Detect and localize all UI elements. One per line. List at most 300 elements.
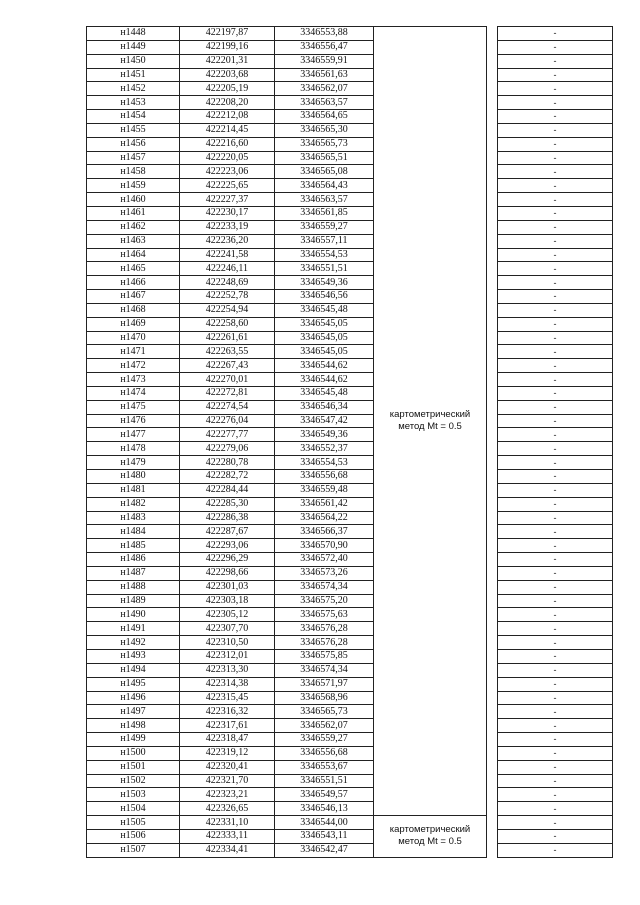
point-name-cell: н1454 (87, 110, 180, 124)
table-row (87, 179, 613, 193)
table-row (87, 580, 613, 594)
table-row (87, 331, 613, 345)
point-name-cell: н1463 (87, 234, 180, 248)
x-coordinate-cell: 422208,20 (180, 96, 275, 110)
x-coordinate-cell: 422263,55 (180, 345, 275, 359)
point-name-cell: н1450 (87, 54, 180, 68)
table-row (87, 303, 613, 317)
point-name-cell: н1449 (87, 40, 180, 54)
x-coordinate-cell: 422220,05 (180, 151, 275, 165)
x-coordinate-cell: 422313,30 (180, 663, 275, 677)
point-name-cell: н1465 (87, 262, 180, 276)
spacer-cell (487, 539, 498, 553)
point-name-cell: н1484 (87, 525, 180, 539)
mark-cell: - (498, 774, 613, 788)
point-name-cell: н1471 (87, 345, 180, 359)
x-coordinate-cell: 422331,10 (180, 816, 275, 830)
point-name-cell: н1504 (87, 802, 180, 816)
table-row (87, 68, 613, 82)
y-coordinate-cell: 3346570,90 (275, 539, 374, 553)
mark-cell: - (498, 123, 613, 137)
spacer-cell (487, 428, 498, 442)
x-coordinate-cell: 422214,45 (180, 123, 275, 137)
table-row (87, 110, 613, 124)
table-row (87, 553, 613, 567)
x-coordinate-cell: 422296,29 (180, 553, 275, 567)
x-coordinate-cell: 422252,78 (180, 290, 275, 304)
table-row (87, 719, 613, 733)
point-name-cell: н1451 (87, 68, 180, 82)
table-row (87, 470, 613, 484)
x-coordinate-cell: 422293,06 (180, 539, 275, 553)
x-coordinate-cell: 422225,65 (180, 179, 275, 193)
table-row (87, 691, 613, 705)
point-name-cell: н1452 (87, 82, 180, 96)
table-row (87, 165, 613, 179)
x-coordinate-cell: 422286,38 (180, 511, 275, 525)
mark-cell: - (498, 248, 613, 262)
point-name-cell: н1495 (87, 677, 180, 691)
y-coordinate-cell: 3346545,05 (275, 345, 374, 359)
y-coordinate-cell: 3346574,34 (275, 580, 374, 594)
method-line-2: метод Mt = 0.5 (398, 421, 462, 433)
y-coordinate-cell: 3346546,56 (275, 290, 374, 304)
y-coordinate-cell: 3346565,30 (275, 123, 374, 137)
point-name-cell: н1481 (87, 483, 180, 497)
x-coordinate-cell: 422216,60 (180, 137, 275, 151)
spacer-cell (487, 68, 498, 82)
point-name-cell: н1476 (87, 414, 180, 428)
y-coordinate-cell: 3346565,51 (275, 151, 374, 165)
spacer-cell (487, 456, 498, 470)
x-coordinate-cell: 422333,11 (180, 829, 275, 843)
point-name-cell: н1500 (87, 746, 180, 760)
mark-cell: - (498, 276, 613, 290)
point-name-cell: н1462 (87, 220, 180, 234)
table-row (87, 27, 613, 41)
mark-cell: - (498, 663, 613, 677)
x-coordinate-cell: 422261,61 (180, 331, 275, 345)
mark-cell: - (498, 386, 613, 400)
x-coordinate-cell: 422230,17 (180, 206, 275, 220)
y-coordinate-cell: 3346545,48 (275, 386, 374, 400)
mark-cell: - (498, 677, 613, 691)
point-name-cell: н1503 (87, 788, 180, 802)
x-coordinate-cell: 422223,06 (180, 165, 275, 179)
point-name-cell: н1506 (87, 829, 180, 843)
y-coordinate-cell: 3346565,73 (275, 705, 374, 719)
spacer-cell (487, 649, 498, 663)
spacer-cell (487, 262, 498, 276)
y-coordinate-cell: 3346546,13 (275, 802, 374, 816)
point-name-cell: н1494 (87, 663, 180, 677)
table-row (87, 137, 613, 151)
point-name-cell: н1505 (87, 816, 180, 830)
y-coordinate-cell: 3346571,97 (275, 677, 374, 691)
point-name-cell: н1486 (87, 553, 180, 567)
y-coordinate-cell: 3346565,08 (275, 165, 374, 179)
spacer-cell (487, 373, 498, 387)
spacer-cell (487, 719, 498, 733)
point-name-cell: н1468 (87, 303, 180, 317)
table-row (87, 400, 613, 414)
spacer-cell (487, 622, 498, 636)
table-row (87, 96, 613, 110)
spacer-cell (487, 123, 498, 137)
x-coordinate-cell: 422318,47 (180, 733, 275, 747)
y-coordinate-cell: 3346561,85 (275, 206, 374, 220)
y-coordinate-cell: 3346547,42 (275, 414, 374, 428)
spacer-cell (487, 248, 498, 262)
table-row (87, 414, 613, 428)
point-name-cell: н1492 (87, 636, 180, 650)
spacer-cell (487, 733, 498, 747)
y-coordinate-cell: 3346562,07 (275, 719, 374, 733)
table-row (87, 746, 613, 760)
x-coordinate-cell: 422321,70 (180, 774, 275, 788)
y-coordinate-cell: 3346545,05 (275, 331, 374, 345)
x-coordinate-cell: 422280,78 (180, 456, 275, 470)
y-coordinate-cell: 3346544,62 (275, 373, 374, 387)
point-name-cell: н1483 (87, 511, 180, 525)
mark-cell: - (498, 373, 613, 387)
mark-cell: - (498, 566, 613, 580)
table-row (87, 816, 613, 830)
mark-cell: - (498, 539, 613, 553)
x-coordinate-cell: 422227,37 (180, 193, 275, 207)
x-coordinate-cell: 422284,44 (180, 483, 275, 497)
spacer-cell (487, 290, 498, 304)
spacer-cell (487, 359, 498, 373)
method-cell (374, 27, 487, 816)
table-row (87, 829, 613, 843)
spacer-cell (487, 843, 498, 857)
x-coordinate-cell: 422298,66 (180, 566, 275, 580)
x-coordinate-cell: 422254,94 (180, 303, 275, 317)
y-coordinate-cell: 3346559,48 (275, 483, 374, 497)
point-name-cell: н1455 (87, 123, 180, 137)
spacer-cell (487, 691, 498, 705)
point-name-cell: н1501 (87, 760, 180, 774)
mark-cell: - (498, 511, 613, 525)
table-row (87, 220, 613, 234)
spacer-cell (487, 331, 498, 345)
spacer-cell (487, 303, 498, 317)
point-name-cell: н1464 (87, 248, 180, 262)
table-row (87, 594, 613, 608)
point-name-cell: н1496 (87, 691, 180, 705)
spacer-cell (487, 345, 498, 359)
point-name-cell: н1502 (87, 774, 180, 788)
point-name-cell: н1466 (87, 276, 180, 290)
spacer-cell (487, 816, 498, 830)
y-coordinate-cell: 3346553,67 (275, 760, 374, 774)
y-coordinate-cell: 3346557,11 (275, 234, 374, 248)
x-coordinate-cell: 422276,04 (180, 414, 275, 428)
y-coordinate-cell: 3346544,00 (275, 816, 374, 830)
x-coordinate-cell: 422203,68 (180, 68, 275, 82)
x-coordinate-cell: 422316,32 (180, 705, 275, 719)
mark-cell: - (498, 649, 613, 663)
y-coordinate-cell: 3346563,57 (275, 96, 374, 110)
y-coordinate-cell: 3346543,11 (275, 829, 374, 843)
spacer-cell (487, 553, 498, 567)
point-name-cell: н1456 (87, 137, 180, 151)
spacer-cell (487, 636, 498, 650)
mark-cell: - (498, 705, 613, 719)
method-cell (374, 816, 487, 858)
x-coordinate-cell: 422270,01 (180, 373, 275, 387)
table-row (87, 788, 613, 802)
table-row (87, 774, 613, 788)
table-row (87, 525, 613, 539)
x-coordinate-cell: 422241,58 (180, 248, 275, 262)
mark-cell: - (498, 843, 613, 857)
mark-cell: - (498, 220, 613, 234)
x-coordinate-cell: 422303,18 (180, 594, 275, 608)
x-coordinate-cell: 422236,20 (180, 234, 275, 248)
x-coordinate-cell: 422305,12 (180, 608, 275, 622)
mark-cell: - (498, 442, 613, 456)
table-row (87, 193, 613, 207)
mark-cell: - (498, 179, 613, 193)
table-row (87, 345, 613, 359)
point-name-cell: н1461 (87, 206, 180, 220)
table-row (87, 54, 613, 68)
y-coordinate-cell: 3346574,34 (275, 663, 374, 677)
x-coordinate-cell: 422282,72 (180, 470, 275, 484)
mark-cell: - (498, 165, 613, 179)
table-row (87, 123, 613, 137)
mark-cell: - (498, 54, 613, 68)
table-row (87, 206, 613, 220)
spacer-cell (487, 220, 498, 234)
spacer-cell (487, 206, 498, 220)
table-row (87, 262, 613, 276)
x-coordinate-cell: 422258,60 (180, 317, 275, 331)
spacer-cell (487, 788, 498, 802)
table-row (87, 234, 613, 248)
spacer-cell (487, 483, 498, 497)
spacer-cell (487, 386, 498, 400)
point-name-cell: н1453 (87, 96, 180, 110)
coordinates-table-body (87, 27, 613, 858)
mark-cell: - (498, 40, 613, 54)
mark-cell: - (498, 470, 613, 484)
x-coordinate-cell: 422197,87 (180, 27, 275, 41)
point-name-cell: н1493 (87, 649, 180, 663)
y-coordinate-cell: 3346576,28 (275, 636, 374, 650)
mark-cell: - (498, 27, 613, 41)
mark-cell: - (498, 622, 613, 636)
table-row (87, 733, 613, 747)
mark-cell: - (498, 400, 613, 414)
table-row (87, 497, 613, 511)
y-coordinate-cell: 3346556,68 (275, 746, 374, 760)
point-name-cell: н1458 (87, 165, 180, 179)
y-coordinate-cell: 3346559,27 (275, 220, 374, 234)
x-coordinate-cell: 422212,08 (180, 110, 275, 124)
point-name-cell: н1477 (87, 428, 180, 442)
mark-cell: - (498, 193, 613, 207)
x-coordinate-cell: 422248,69 (180, 276, 275, 290)
point-name-cell: н1459 (87, 179, 180, 193)
spacer-cell (487, 40, 498, 54)
table-row (87, 760, 613, 774)
y-coordinate-cell: 3346546,34 (275, 400, 374, 414)
x-coordinate-cell: 422287,67 (180, 525, 275, 539)
spacer-cell (487, 137, 498, 151)
table-row (87, 511, 613, 525)
mark-cell: - (498, 760, 613, 774)
point-name-cell: н1507 (87, 843, 180, 857)
mark-cell: - (498, 456, 613, 470)
spacer-cell (487, 746, 498, 760)
x-coordinate-cell: 422314,38 (180, 677, 275, 691)
y-coordinate-cell: 3346559,91 (275, 54, 374, 68)
spacer-cell (487, 580, 498, 594)
mark-cell: - (498, 594, 613, 608)
method-line-2: метод Mt = 0.5 (398, 836, 462, 848)
table-row (87, 483, 613, 497)
spacer-cell (487, 276, 498, 290)
mark-cell: - (498, 719, 613, 733)
mark-cell: - (498, 608, 613, 622)
y-coordinate-cell: 3346549,36 (275, 276, 374, 290)
spacer-cell (487, 27, 498, 41)
mark-cell: - (498, 733, 613, 747)
point-name-cell: н1460 (87, 193, 180, 207)
mark-cell: - (498, 636, 613, 650)
y-coordinate-cell: 3346572,40 (275, 553, 374, 567)
table-row (87, 539, 613, 553)
table-row (87, 317, 613, 331)
mark-cell: - (498, 110, 613, 124)
spacer-cell (487, 193, 498, 207)
spacer-cell (487, 110, 498, 124)
y-coordinate-cell: 3346559,27 (275, 733, 374, 747)
point-name-cell: н1498 (87, 719, 180, 733)
spacer-cell (487, 400, 498, 414)
y-coordinate-cell: 3346549,57 (275, 788, 374, 802)
mark-cell: - (498, 206, 613, 220)
y-coordinate-cell: 3346573,26 (275, 566, 374, 580)
y-coordinate-cell: 3346564,43 (275, 179, 374, 193)
table-row (87, 428, 613, 442)
spacer-cell (487, 774, 498, 788)
x-coordinate-cell: 422279,06 (180, 442, 275, 456)
x-coordinate-cell: 422205,19 (180, 82, 275, 96)
point-name-cell: н1475 (87, 400, 180, 414)
spacer-cell (487, 96, 498, 110)
mark-cell: - (498, 691, 613, 705)
y-coordinate-cell: 3346564,65 (275, 110, 374, 124)
spacer-cell (487, 802, 498, 816)
table-row (87, 82, 613, 96)
y-coordinate-cell: 3346568,96 (275, 691, 374, 705)
point-name-cell: н1497 (87, 705, 180, 719)
y-coordinate-cell: 3346554,53 (275, 248, 374, 262)
mark-cell: - (498, 428, 613, 442)
x-coordinate-cell: 422334,41 (180, 843, 275, 857)
spacer-cell (487, 566, 498, 580)
point-name-cell: н1488 (87, 580, 180, 594)
point-name-cell: н1489 (87, 594, 180, 608)
table-row (87, 843, 613, 857)
spacer-cell (487, 677, 498, 691)
table-row (87, 151, 613, 165)
method-line-1: картометрический (389, 409, 471, 421)
mark-cell: - (498, 816, 613, 830)
table-row (87, 359, 613, 373)
mark-cell: - (498, 137, 613, 151)
y-coordinate-cell: 3346545,48 (275, 303, 374, 317)
x-coordinate-cell: 422310,50 (180, 636, 275, 650)
spacer-cell (487, 511, 498, 525)
spacer-cell (487, 470, 498, 484)
point-name-cell: н1479 (87, 456, 180, 470)
mark-cell: - (498, 497, 613, 511)
spacer-cell (487, 54, 498, 68)
mark-cell: - (498, 580, 613, 594)
x-coordinate-cell: 422317,61 (180, 719, 275, 733)
point-name-cell: н1470 (87, 331, 180, 345)
x-coordinate-cell: 422267,43 (180, 359, 275, 373)
table-row (87, 649, 613, 663)
point-name-cell: н1485 (87, 539, 180, 553)
point-name-cell: н1480 (87, 470, 180, 484)
spacer-cell (487, 442, 498, 456)
x-coordinate-cell: 422277,77 (180, 428, 275, 442)
mark-cell: - (498, 483, 613, 497)
y-coordinate-cell: 3346561,42 (275, 497, 374, 511)
spacer-cell (487, 414, 498, 428)
spacer-cell (487, 608, 498, 622)
point-name-cell: н1490 (87, 608, 180, 622)
y-coordinate-cell: 3346561,63 (275, 68, 374, 82)
spacer-cell (487, 82, 498, 96)
y-coordinate-cell: 3346551,51 (275, 774, 374, 788)
x-coordinate-cell: 422326,65 (180, 802, 275, 816)
mark-cell: - (498, 331, 613, 345)
y-coordinate-cell: 3346542,47 (275, 843, 374, 857)
y-coordinate-cell: 3346575,85 (275, 649, 374, 663)
x-coordinate-cell: 422320,41 (180, 760, 275, 774)
y-coordinate-cell: 3346564,22 (275, 511, 374, 525)
point-name-cell: н1469 (87, 317, 180, 331)
y-coordinate-cell: 3346575,63 (275, 608, 374, 622)
spacer-cell (487, 525, 498, 539)
mark-cell: - (498, 359, 613, 373)
table-row (87, 802, 613, 816)
spacer-cell (487, 497, 498, 511)
spacer-cell (487, 317, 498, 331)
y-coordinate-cell: 3346562,07 (275, 82, 374, 96)
mark-cell: - (498, 303, 613, 317)
table-row (87, 636, 613, 650)
table-row (87, 663, 613, 677)
mark-cell: - (498, 96, 613, 110)
mark-cell: - (498, 345, 613, 359)
coordinates-sheet (86, 26, 613, 858)
y-coordinate-cell: 3346563,57 (275, 193, 374, 207)
mark-cell: - (498, 151, 613, 165)
table-row (87, 705, 613, 719)
spacer-cell (487, 663, 498, 677)
x-coordinate-cell: 422307,70 (180, 622, 275, 636)
mark-cell: - (498, 746, 613, 760)
mark-cell: - (498, 82, 613, 96)
